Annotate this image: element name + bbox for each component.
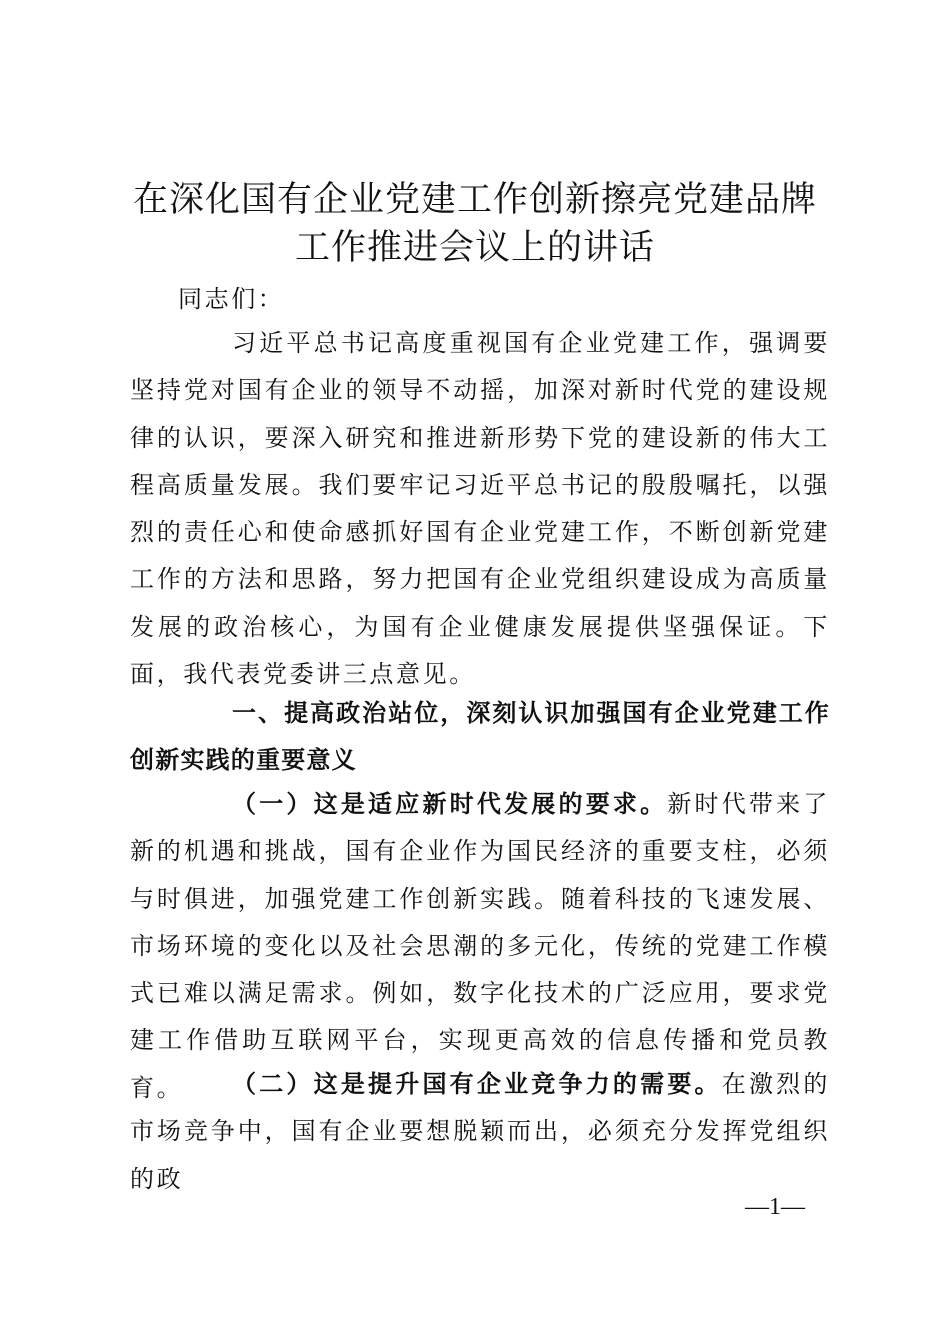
subsection-paragraph-2 [130,1060,830,1203]
document-title: 在深化国有企业党建工作创新擦亮党建品牌工作推进会议上的讲话 [132,180,817,268]
section-heading: 一、提高政治站位，深刻认识加强国有企业党建工作创新实践的重要意义 [130,699,830,775]
subsection-2-lead: （二）这是提升国有企业竞争力的需要。 [232,1069,722,1098]
opening-paragraph: 习近平总书记高度重视国有企业党建工作，强调要坚持党对国有企业的领导不动摇，加深对新时代党的建设规律的认识，要深入研究和推进新形势下党的建设新的伟大工程高质量发展。我们要牢记习近平总书记的殷殷嘱托，以强烈的责任心和使命感抓好国有企业党建工作，不断创新党建工作的方法和思路，努力把国有企业党组织建设成为高质量发展的政治核心，为国有企业健康发展提供坚强保证。下面，我代表党委讲三点意见。 [130,329,830,689]
subsection-1-text: 新时代带来了新的机遇和挑战，国有企业作为国民经济的重要支柱，必须与时俱进，加强党建工作创新实践。随着科技的飞速发展、市场环境的变化以及社会思潮的多元化，传统的党建工作模式已难以满足需求。例如，数字化技术的广泛应用，要求党建工作借助互联网平台，实现更高效的信息传播和党员教育。 [130,790,830,1102]
page-number: —1— [745,1194,805,1220]
salutation: 同志们： [178,285,285,313]
subsection-2-text: 在激烈的市场竞争中，国有企业要想脱颖而出，必须充分发挥党组织的政 [130,1070,830,1193]
subsection-1-lead: （一）这是适应新时代发展的要求。 [232,789,668,818]
